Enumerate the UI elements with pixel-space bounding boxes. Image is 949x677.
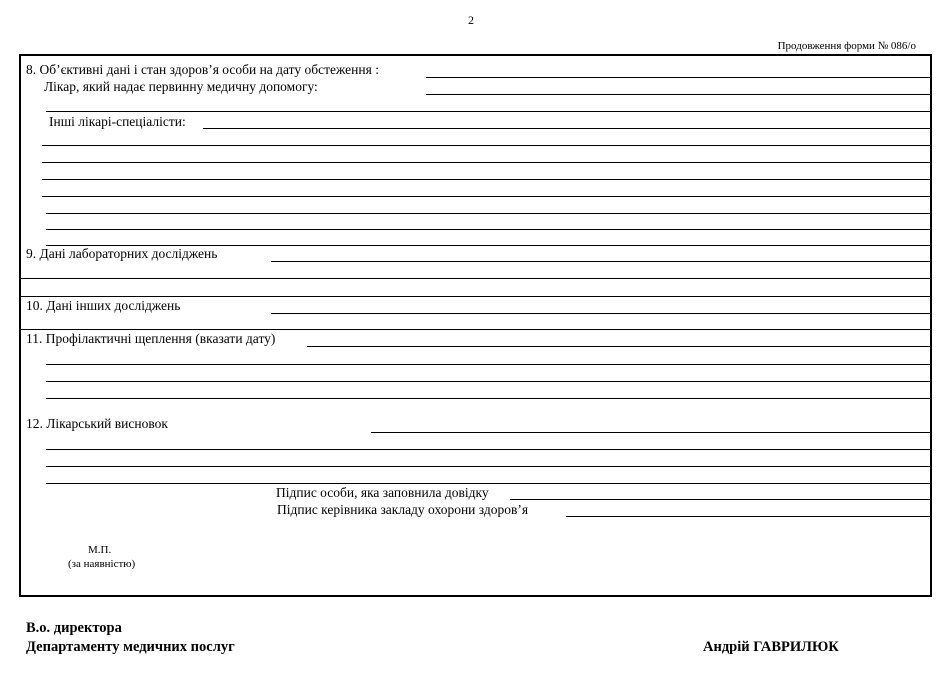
section-8-title: 8. Об’єктивні дані і стан здоров’я особи на дату обстеження : <box>26 62 379 77</box>
section-10-field-line[interactable] <box>271 313 932 314</box>
section-11-field-line[interactable] <box>307 346 932 347</box>
doctor-field-line[interactable] <box>426 94 932 95</box>
specialists-field-line[interactable] <box>203 128 932 129</box>
specialists-blank-line[interactable] <box>46 213 932 214</box>
section-8-blank-line[interactable] <box>46 111 932 112</box>
section-11-title: 11. Профілактичні щеплення (вказати дату) <box>26 331 276 346</box>
footer-signatory-name: Андрій ГАВРИЛЮК <box>703 639 839 655</box>
section-9-title: 9. Дані лабораторних досліджень <box>26 246 218 261</box>
section-9-field-line[interactable] <box>271 261 932 262</box>
section-8-field-line[interactable] <box>426 77 932 78</box>
signature-filled-by-label: Підпис особи, яка заповнила довідку <box>276 485 489 500</box>
specialists-blank-line[interactable] <box>46 229 932 230</box>
section-8-specialists-label: Інші лікарі-спеціалісти: <box>49 114 186 129</box>
section-12-blank-line[interactable] <box>46 483 932 484</box>
signature-head-line[interactable] <box>566 516 932 517</box>
section-10-title: 10. Дані інших досліджень <box>26 298 181 313</box>
section-12-blank-line[interactable] <box>46 449 932 450</box>
section-9-blank-line[interactable] <box>20 278 932 279</box>
section-11-blank-line[interactable] <box>46 364 932 365</box>
section-separator <box>20 296 932 297</box>
footer-position-line2: Департаменту медичних послуг <box>26 639 235 655</box>
signature-head-label: Підпис керівника закладу охорони здоров’я <box>277 502 529 517</box>
section-12-title: 12. Лікарський висновок <box>26 416 168 431</box>
specialists-blank-line[interactable] <box>42 145 932 146</box>
section-8-doctor-label: Лікар, який надає первинну медичну допомогу: <box>44 79 318 94</box>
section-11-blank-line[interactable] <box>46 381 932 382</box>
signature-filled-by-line[interactable] <box>510 499 932 500</box>
page-number: 2 <box>468 13 474 27</box>
footer-position-line1: В.о. директора <box>26 620 122 636</box>
section-separator <box>20 329 932 330</box>
stamp-label: М.П. <box>88 544 112 556</box>
section-12-field-line[interactable] <box>371 432 932 433</box>
section-12-blank-line[interactable] <box>46 466 932 467</box>
specialists-blank-line[interactable] <box>42 179 932 180</box>
stamp-note: (за наявністю) <box>68 558 136 570</box>
section-11-blank-line[interactable] <box>46 398 932 399</box>
specialists-blank-line[interactable] <box>42 162 932 163</box>
form-continuation-label: Продовження форми № 086/о <box>777 40 916 52</box>
specialists-blank-line[interactable] <box>42 196 932 197</box>
